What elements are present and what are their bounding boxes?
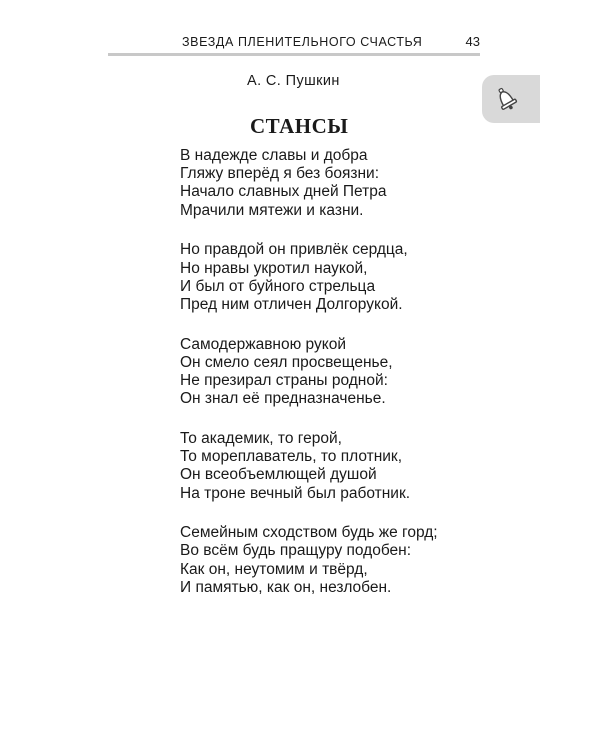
stanza xyxy=(180,336,480,409)
poem-body xyxy=(180,147,480,619)
bell-icon xyxy=(492,85,520,113)
verse-line: То мореплаватель, то плотник, xyxy=(180,448,403,466)
stanza xyxy=(180,147,480,220)
verse-line: Начало славных дней Петра xyxy=(180,183,387,201)
verse-line: И памятью, как он, незлобен. xyxy=(180,578,392,596)
verse-line: Мрачили мятежи и казни. xyxy=(180,201,364,219)
verse-line: И был от буйного стрельца xyxy=(180,277,376,295)
verse-line: Но нравы укротил наукой, xyxy=(180,259,368,277)
verse-line: Пред ним отличен Долгорукой. xyxy=(180,295,403,313)
verse-line: Самодержавною рукой xyxy=(180,335,346,353)
verse-line: Но правдой он привлёк сердца, xyxy=(180,241,408,259)
verse-line: Он всеобъемлющей душой xyxy=(180,466,377,484)
page-number: 43 xyxy=(465,34,480,49)
poem-title: СТАНСЫ xyxy=(250,114,349,138)
stanza xyxy=(180,524,480,597)
section-title: ЗВЕЗДА ПЛЕНИТЕЛЬНОГО СЧАСТЬЯ xyxy=(182,35,423,49)
verse-line: Как он, неутомим и твёрд, xyxy=(180,560,368,578)
author-name: А. С. Пушкин xyxy=(247,73,340,89)
stanza xyxy=(180,241,480,314)
stanza xyxy=(180,430,480,503)
verse-line: Семейным сходством будь же горд; xyxy=(180,524,438,542)
verse-line: То академик, то герой, xyxy=(180,429,342,447)
side-tab xyxy=(482,75,540,123)
verse-line: В надежде славы и добра xyxy=(180,147,368,164)
verse-line: Он смело сеял просвещенье, xyxy=(180,353,393,371)
verse-line: Во всём будь пращуру подобен: xyxy=(180,542,412,560)
verse-line: Он знал её предназначенье. xyxy=(180,390,386,408)
verse-line: Не презирал страны родной: xyxy=(180,372,388,390)
verse-line: На троне вечный был работник. xyxy=(180,484,411,502)
verse-line: Гляжу вперёд я без боязни: xyxy=(180,165,380,183)
running-header xyxy=(108,33,480,56)
